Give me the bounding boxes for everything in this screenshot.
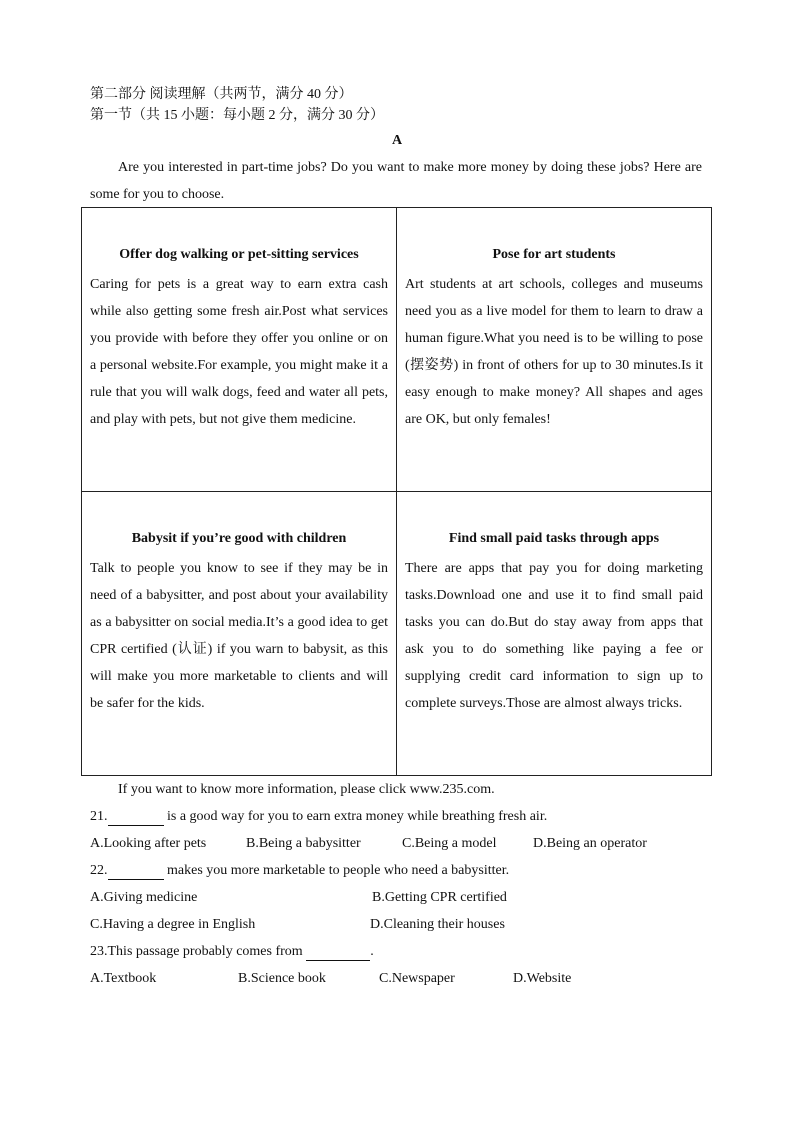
question-21 xyxy=(90,808,547,826)
footer-note: If you want to know more information, please click www.235.com. xyxy=(118,782,495,797)
job-cell xyxy=(397,492,712,776)
job-description: Art students at art schools, colleges and museums need you as a live model for them to learn to draw a human figure.What you need is to be willing to pose (摆姿势) in front of others for up to 30 minutes.Is it easy enough to make money? All shapes and ages are OK, but only females! xyxy=(405,277,703,427)
job-description: Caring for pets is a great way to earn extra cash while also getting some fresh air.Post what services you provide with before they offer you online or on a personal website.For example, you might make it a rule that you will walk dogs, feed and water all pets, and play with pets, but not give them medicine. xyxy=(90,277,388,427)
option-a[interactable]: A.Looking after pets xyxy=(90,836,207,851)
question-22 xyxy=(90,862,509,880)
job-title: Find small paid tasks through apps xyxy=(448,531,660,546)
option-b[interactable]: B.Being a babysitter xyxy=(246,836,361,851)
option-a[interactable]: A.Giving medicine xyxy=(90,890,198,905)
job-title: Offer dog walking or pet-sitting services xyxy=(119,247,359,262)
question-stem: This passage probably comes from xyxy=(107,944,307,959)
job-cell xyxy=(82,208,397,492)
job-description: Talk to people you know to see if they may be in need of a babysitter, and post about your availability as a babysitter on social media.It’s a good idea to get CPR certified (认证) if you warn to babysit, as this will make you more marketable to clients and will be safer for the kids. xyxy=(90,561,388,711)
question-number: 22. xyxy=(90,863,108,878)
option-b[interactable]: B.Science book xyxy=(238,971,326,986)
answer-blank[interactable] xyxy=(108,811,164,826)
question-stem: is a good way for you to earn extra money while breathing fresh air. xyxy=(163,809,548,824)
question-number: 23. xyxy=(90,944,108,959)
option-c[interactable]: C.Newspaper xyxy=(379,971,455,986)
intro-text: Are you interested in part-time jobs? Do you want to make more money by doing these jobs? Here are some for you to choose. xyxy=(90,160,702,202)
question-23 xyxy=(90,943,374,961)
section-title: 第一节（共 15 小题：每小题 2 分，满分 30 分） xyxy=(90,108,384,123)
job-cell xyxy=(82,492,397,776)
job-description: There are apps that pay you for doing marketing tasks.Download one and use it to find small paid tasks you can do.But do stay away from apps that ask you to do something like paying a fee or supplying credit card information to sign up to complete surveys.Those are almost always tricks. xyxy=(405,561,703,711)
job-cell xyxy=(397,208,712,492)
part-title: 第二部分 阅读理解（共两节，满分 40 分） xyxy=(90,87,353,102)
passage-label: A xyxy=(391,133,403,148)
option-d[interactable]: D.Cleaning their houses xyxy=(370,917,505,932)
option-c[interactable]: C.Being a model xyxy=(402,836,497,851)
option-c[interactable]: C.Having a degree in English xyxy=(90,917,256,932)
question-number: 21. xyxy=(90,809,108,824)
job-title: Babysit if you’re good with children xyxy=(131,531,347,546)
answer-blank[interactable] xyxy=(306,946,370,961)
question-23-options xyxy=(90,970,702,988)
option-a[interactable]: A.Textbook xyxy=(90,971,157,986)
jobs-table xyxy=(81,207,712,776)
job-title: Pose for art students xyxy=(492,247,616,262)
question-21-options xyxy=(90,835,702,853)
question-stem: makes you more marketable to people who need a babysitter. xyxy=(163,863,510,878)
question-22-options-row1 xyxy=(90,889,702,907)
option-d[interactable]: D.Being an operator xyxy=(533,836,647,851)
intro-paragraph xyxy=(90,154,702,208)
option-b[interactable]: B.Getting CPR certified xyxy=(372,890,507,905)
answer-blank[interactable] xyxy=(108,865,164,880)
question-22-options-row2 xyxy=(90,916,702,934)
option-d[interactable]: D.Website xyxy=(513,971,572,986)
question-stem-end: . xyxy=(370,944,374,959)
